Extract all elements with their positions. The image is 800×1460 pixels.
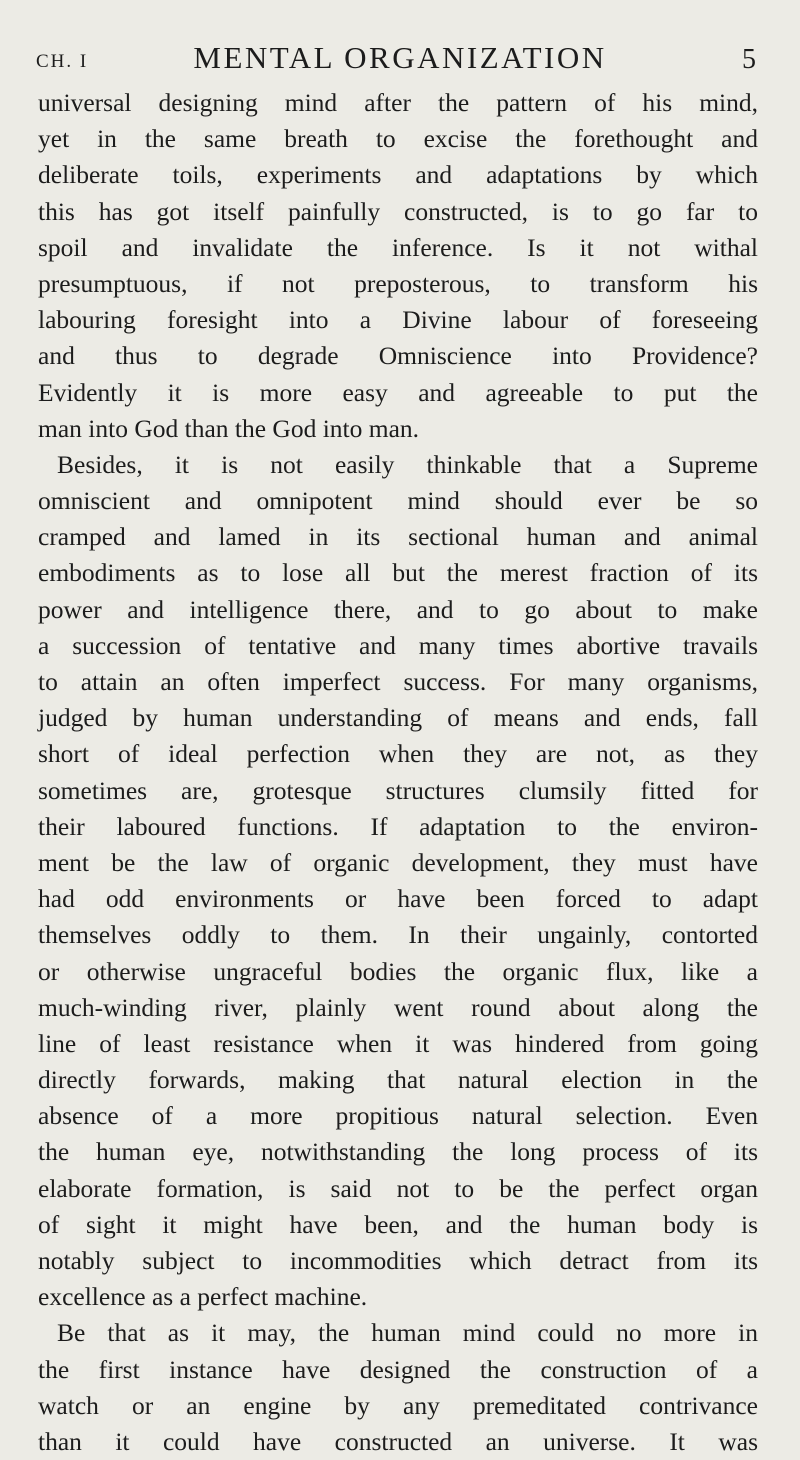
running-title: MENTAL ORGANIZATION [193,40,607,75]
running-head [36,40,764,80]
text-line: or otherwise ungraceful bodies the organic flux, like a [38,956,758,986]
text-line: embodiments as to lose all but the merest fraction of its [38,558,758,588]
text-line: Besides, it is not easily thinkable that a Supreme [57,449,758,479]
text-line: than it could have constructed an universe. It was [38,1426,758,1456]
text-line: short of ideal perfection when they are not, as they [38,739,758,769]
text-line: Evidently it is more easy and agreeable to put the [38,377,758,407]
text-line: directly forwards, making that natural election in the [38,1065,758,1095]
text-line: cramped and lamed in its sectional human and animal [38,522,758,552]
text-line: much-winding river, plainly went round about along the [38,992,758,1022]
body-text [38,85,758,1460]
text-line: the human eye, notwithstanding the long process of its [38,1137,758,1167]
text-line: deliberate toils, experiments and adaptations by which [38,160,758,190]
text-line: line of least resistance when it was hindered from going [38,1028,758,1058]
text-line: man into God than the God into man. [38,413,420,443]
text-line: this has got itself painfully constructed, is to go far to [38,196,758,226]
text-line: universal designing mind after the pattern of his mind, [38,88,758,117]
text-line: sometimes are, grotesque structures clumsily fitted for [38,775,758,805]
paragraph-3 [38,1315,758,1460]
paragraph-1 [38,85,758,447]
text-line: absence of a more propitious natural selection. Even [38,1101,758,1131]
text-line: elaborate formation, is said not to be the perfect organ [38,1173,758,1203]
text-line: power and intelligence there, and to go about to make [38,594,758,624]
text-line: labouring foresight into a Divine labour of foreseeing [38,305,758,335]
text-line: notably subject to incommodities which detract from its [38,1246,758,1275]
text-line: Be that as it may, the human mind could no more in [57,1318,758,1348]
text-line: a succession of tentative and many times abortive travails [38,630,758,660]
text-line: had odd environments or have been forced to adapt [38,884,758,914]
text-line: omniscient and omnipotent mind should ever be so [38,486,758,516]
text-line: yet in the same breath to excise the forethought and [38,124,758,154]
text-line: and thus to degrade Omniscience into Providence? [38,341,758,371]
page-number: 5 [742,44,756,75]
text-line: themselves oddly to them. In their ungainly, contorted [38,920,758,950]
paragraph-2 [38,447,758,1316]
text-line: watch or an engine by any premeditated contrivance [38,1390,758,1420]
text-line: spoil and invalidate the inference. Is it not withal [38,232,758,262]
text-line: judged by human understanding of means and ends, fall [38,703,758,733]
text-line: ment be the law of organic development, they must have [38,847,758,877]
text-line: of sight it might have been, and the human body is [38,1209,758,1239]
text-line: the first instance have designed the construction of a [38,1354,758,1384]
chapter-label: CH. I [36,51,89,72]
text-line: to attain an often imperfect success. For many organisms, [38,667,758,696]
text-line: excellence as a perfect machine. [38,1282,368,1312]
text-line: their laboured functions. If adaptation to the environ- [38,811,758,841]
text-line: presumptuous, if not preposterous, to transform his [38,268,758,298]
